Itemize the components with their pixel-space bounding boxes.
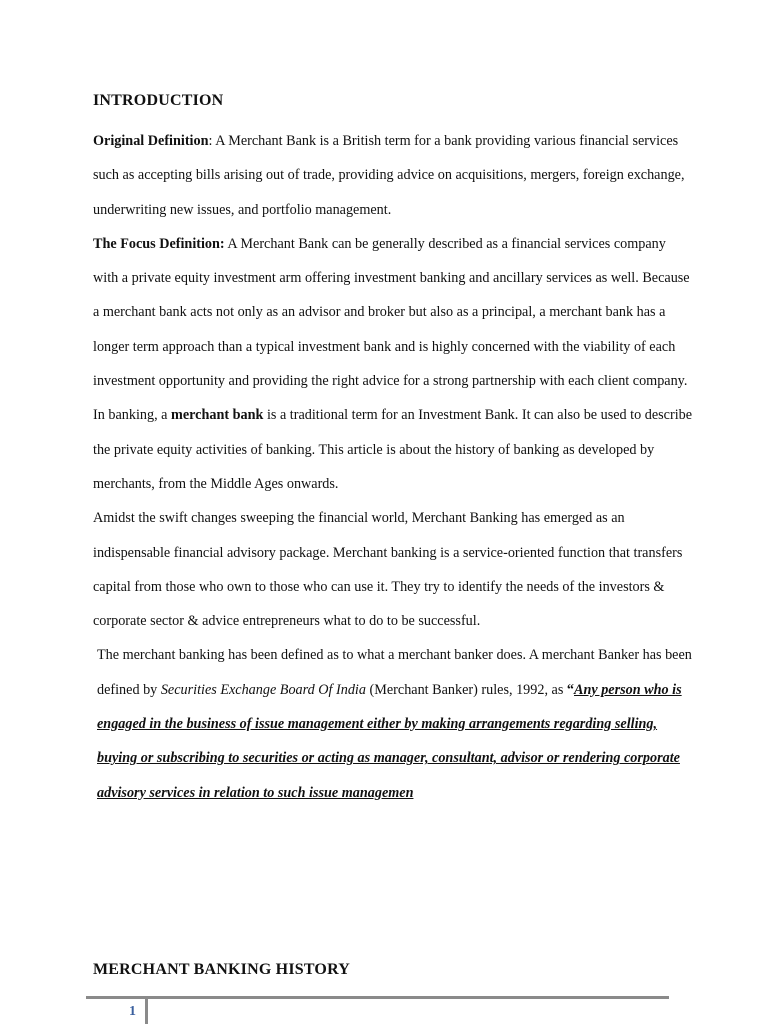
- sebi-text-middle: (Merchant Banker) rules, 1992, as: [365, 681, 567, 698]
- original-definition-paragraph: [93, 124, 693, 227]
- body-text: [93, 124, 693, 810]
- merchant-banking-history-heading: MERCHANT BANKING HISTORY: [93, 961, 351, 978]
- merchant-bank-term: merchant bank: [171, 407, 264, 424]
- sebi-quoted-definition: Any person who is engaged in the business of issue management either by making arrangements regarding selling, buying or subscribing to securities or acting as manager, consultant, advisor or rendering corporate advisory services in relation to such issue managemen: [97, 681, 682, 801]
- financial-world-paragraph: Amidst the swift changes sweeping the financial world, Merchant Banking has emerged as an indispensable financial advisory package. Merchant banking is a service-oriented function that transfers capital from those who own to those who can use it. They try to identify the needs of the investors & corporate sector & advice entrepreneurs what to do to be successful.: [93, 510, 683, 630]
- quote-open-mark: “: [566, 681, 575, 698]
- original-definition-text: : A Merchant Bank is a British term for a bank providing various financial services such as accepting bills arising out of trade, providing advice on acquisitions, mergers, foreign exchange, underwriting new issues, and portfolio management.: [93, 133, 685, 218]
- focus-definition-text: A Merchant Bank can be generally described as a financial services company with a private equity investment arm offering investment banking and ancillary services as well. Because a merchant bank acts not only as an advisor and broker but also as a principal, a merchant bank has a longer term approach than a typical investment bank and is highly concerned with the viability of each investment opportunity and providing the right advice for a strong partnership with each client company.: [93, 235, 690, 390]
- introduction-heading: INTRODUCTION: [93, 92, 224, 109]
- footer-divider: [145, 999, 148, 1024]
- merchant-bank-text-start: In banking, a: [93, 407, 172, 424]
- sebi-name: Securities Exchange Board Of India: [160, 681, 366, 698]
- merchant-bank-text-end: is a traditional term for an Investment Bank. It can also be used to describe the private equity activities of banking. This article is about the history of banking as developed by merchants, from the Middle Ages onwards.: [93, 407, 693, 492]
- original-definition-label: Original Definition: [93, 133, 209, 149]
- page-number: 1: [129, 1004, 136, 1019]
- footer-rule: [86, 996, 669, 999]
- focus-definition-label: The Focus Definition:: [93, 235, 225, 252]
- focus-definition-paragraph: [93, 227, 693, 398]
- sebi-text-start: The merchant banking has been defined as to what a merchant banker does. A merchant Banker has been defined by: [97, 647, 692, 698]
- sebi-definition-paragraph: [93, 638, 693, 809]
- merchant-bank-paragraph: [93, 398, 693, 501]
